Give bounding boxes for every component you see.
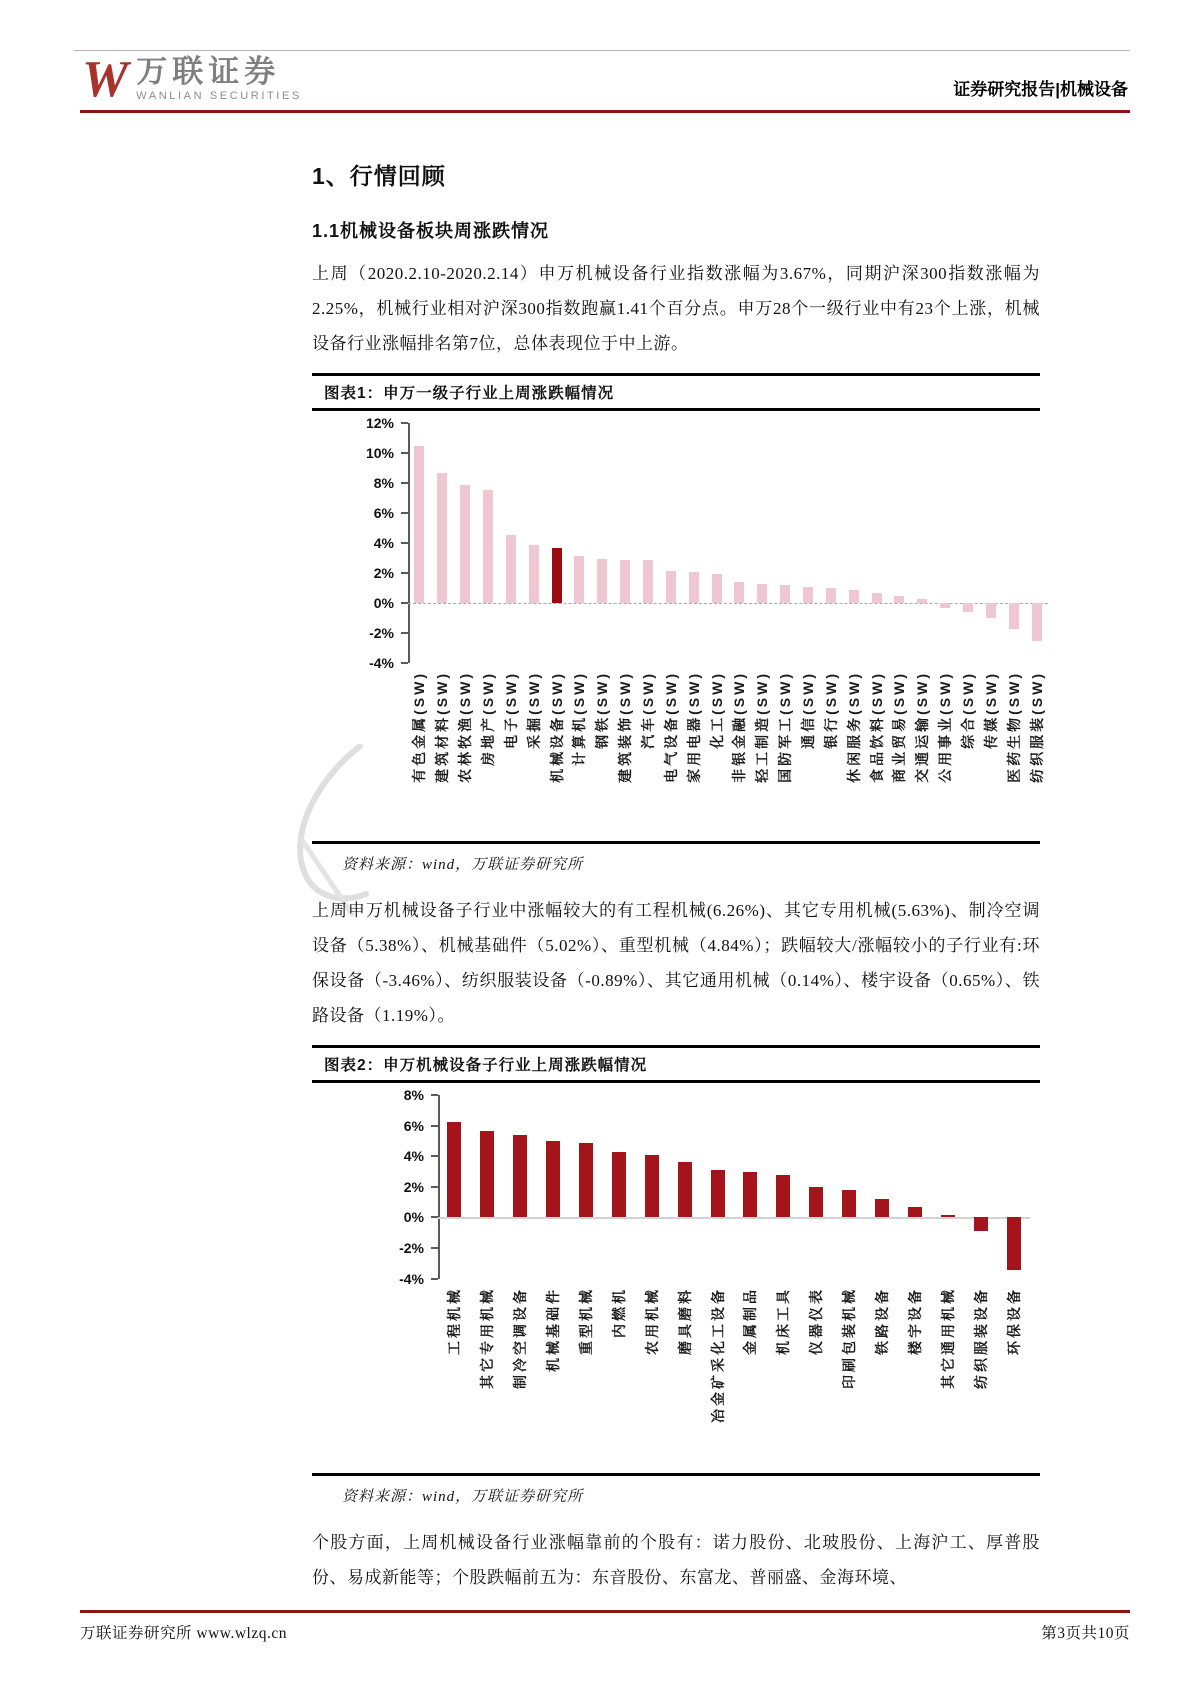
x-axis-label: 非银金融(SW)	[731, 671, 748, 783]
x-axis-label: 国防军工(SW)	[777, 671, 794, 783]
bar	[872, 593, 882, 604]
x-axis-label: 化工(SW)	[708, 671, 725, 749]
y-tick-label: 0%	[403, 1209, 424, 1226]
logo-name-cn: 万联证券	[136, 54, 281, 89]
x-axis-label: 汽车(SW)	[640, 671, 656, 749]
figure-1-chart-body	[312, 411, 1045, 841]
content-column	[312, 142, 1045, 1595]
y-tick-label: 6%	[403, 1117, 424, 1134]
bar	[483, 490, 493, 603]
y-tick-mark	[401, 662, 408, 664]
logo-name-en: WANLIAN SECURITIES	[136, 90, 302, 102]
x-axis-label: 制冷空调设备	[512, 1286, 529, 1389]
subsection-heading: 1.1机械设备板块周涨跌情况	[312, 221, 550, 241]
x-axis-label: 银行(SW)	[822, 671, 839, 749]
paragraph-3: 个股方面，上周机械设备行业涨幅靠前的个股有：诺力股份、北玻股份、上海沪工、厚普股份、易成新能等；个股跌幅前五为：东音股份、东富龙、普丽盛、金海环境、	[312, 1532, 1040, 1587]
y-tick-mark	[401, 602, 408, 604]
bar	[1032, 603, 1042, 641]
bar	[414, 446, 424, 603]
bar	[849, 590, 859, 604]
x-axis-label: 钢铁(SW)	[594, 671, 611, 749]
y-tick-label: 8%	[373, 475, 394, 491]
bar	[552, 548, 562, 603]
figure-2	[312, 1045, 1040, 1512]
bar	[917, 599, 927, 603]
x-axis-label: 金属制品	[742, 1286, 759, 1355]
bar	[1009, 603, 1019, 629]
bar	[974, 1217, 988, 1231]
report-type-label: 证券研究报告|机械设备	[953, 80, 1128, 99]
y-tick-mark	[431, 1186, 438, 1188]
bar	[513, 1135, 527, 1217]
bar	[643, 560, 653, 603]
y-tick-label: -4%	[399, 1270, 424, 1287]
x-axis-label: 纺织服装(SW)	[1028, 671, 1045, 783]
bar	[776, 1175, 790, 1217]
x-axis-label: 楼宇设备	[906, 1286, 923, 1355]
paragraph-2: 上周申万机械设备子行业中涨幅较大的有工程机械(6.26%)、其它专用机械(5.63%)、制冷空调设备（5.38%）、机械基础件（5.02%）、重型机械（4.84%）；跌幅较大/涨幅较小的子行业有:环保设备（-3.46%）、纺织服装设备（-0.89%）、其它通用机械（0.14%）、楼宇设备（0.65%）、铁路设备（1.19%）。	[312, 901, 1040, 1025]
x-axis-label: 其它通用机械	[939, 1286, 956, 1389]
x-axis-label: 有色金属(SW)	[411, 671, 428, 783]
bar	[826, 588, 836, 603]
section-heading: 1、行情回顾	[312, 163, 446, 189]
x-axis-label: 家用电器(SW)	[685, 671, 702, 783]
chart-area	[336, 415, 1048, 835]
paragraph-1: 上周（2020.2.10-2020.2.14）申万机械设备行业指数涨幅为3.67%，同期沪深300指数涨幅为2.25%，机械行业相对沪深300指数跑赢1.41个百分点。申万28个一级行业中有23个上涨，机械设备行业涨幅排名第7位，总体表现位于中上游。	[312, 264, 1040, 353]
y-tick-mark	[401, 452, 408, 454]
bar	[842, 1190, 856, 1218]
bar	[1007, 1217, 1021, 1270]
y-axis-line	[438, 1095, 440, 1279]
bar	[597, 559, 607, 603]
y-tick-mark	[431, 1125, 438, 1127]
page-footer	[80, 1621, 1130, 1643]
x-axis-label: 传媒(SW)	[982, 671, 999, 749]
y-tick-label: 10%	[365, 445, 394, 461]
bar	[574, 556, 584, 603]
x-axis-label: 医药生物(SW)	[1005, 671, 1022, 783]
header-rule	[80, 110, 1130, 113]
chart-area	[366, 1087, 1030, 1467]
sw-industry-bar-chart	[328, 415, 1045, 835]
x-axis-label: 其它专用机械	[479, 1286, 496, 1389]
x-axis-label: 机床工具	[775, 1286, 792, 1355]
bar	[780, 585, 790, 603]
bar	[645, 1155, 659, 1218]
figure-2-bottom-rule	[312, 1473, 1040, 1512]
x-axis-label: 采掘(SW)	[525, 671, 542, 749]
x-axis-label: 休闲服务(SW)	[845, 671, 862, 783]
y-tick-label: -2%	[369, 625, 394, 641]
bar	[460, 485, 470, 603]
bar	[437, 473, 447, 604]
bar	[612, 1152, 626, 1218]
x-axis-label: 农林牧渔(SW)	[457, 671, 474, 783]
x-axis-label: 冶金矿采化工设备	[709, 1286, 726, 1423]
figure-2-title: 图表2：申万机械设备子行业上周涨跌幅情况	[312, 1048, 1040, 1083]
y-tick-label: -4%	[369, 655, 394, 671]
bar	[529, 545, 539, 604]
x-axis-label: 计算机(SW)	[571, 671, 588, 766]
x-axis-label: 食品饮料(SW)	[868, 671, 885, 783]
x-axis-label: 交通运输(SW)	[914, 671, 931, 783]
bar	[803, 587, 813, 604]
y-tick-mark	[401, 482, 408, 484]
bar	[678, 1162, 692, 1218]
x-axis-label: 建筑装饰(SW)	[617, 671, 634, 783]
bar	[506, 535, 516, 603]
bar	[894, 596, 904, 603]
bar	[620, 560, 630, 603]
bar	[941, 1215, 955, 1217]
x-axis-label: 公用事业(SW)	[937, 671, 954, 783]
y-tick-mark	[401, 422, 408, 424]
bar	[689, 572, 699, 603]
bar	[711, 1170, 725, 1217]
x-axis-label: 环保设备	[1005, 1286, 1022, 1355]
bar	[579, 1143, 593, 1217]
x-axis-label: 综合(SW)	[960, 671, 976, 749]
x-axis-label: 机械设备(SW)	[548, 671, 565, 783]
zero-baseline	[438, 1217, 1030, 1219]
bar	[940, 603, 950, 608]
top-hairline	[74, 50, 1130, 51]
y-tick-mark	[401, 632, 408, 634]
bar	[666, 571, 676, 603]
x-axis-label: 电气设备(SW)	[662, 671, 679, 783]
x-axis-label: 电子(SW)	[502, 671, 519, 749]
y-tick-label: 4%	[373, 535, 394, 551]
bar	[986, 603, 996, 618]
y-tick-mark	[401, 512, 408, 514]
page-number: 第3页共10页	[1041, 1625, 1130, 1642]
y-tick-label: 4%	[403, 1148, 424, 1165]
page-header	[82, 51, 1128, 108]
figure-1-source: 资料来源：wind，万联证券研究所	[342, 857, 584, 873]
x-axis-label: 铁路设备	[874, 1286, 890, 1355]
y-tick-mark	[401, 542, 408, 544]
y-tick-label: 0%	[373, 595, 394, 611]
y-tick-mark	[431, 1155, 438, 1157]
x-axis-label: 仪器仪表	[808, 1286, 825, 1355]
x-axis-label: 工程机械	[446, 1286, 463, 1355]
x-axis-label: 房地产(SW)	[480, 671, 496, 766]
x-axis-label: 内燃机	[610, 1286, 627, 1338]
figure-1-title: 图表1：申万一级子行业上周涨跌幅情况	[312, 376, 1040, 411]
y-tick-label: 2%	[403, 1178, 424, 1195]
bar	[546, 1141, 560, 1218]
y-tick-mark	[401, 572, 408, 574]
bar	[743, 1172, 757, 1217]
logo-text	[136, 56, 302, 102]
machinery-subsector-bar-chart	[328, 1087, 1040, 1467]
bar	[757, 584, 767, 604]
x-axis-label: 通信(SW)	[800, 671, 816, 749]
figure-1	[312, 373, 1045, 880]
bar	[809, 1187, 823, 1218]
y-tick-mark	[431, 1247, 438, 1249]
y-tick-mark	[431, 1094, 438, 1096]
x-axis-label: 商业贸易(SW)	[891, 671, 908, 783]
y-axis-line	[408, 423, 410, 663]
brand-logo	[82, 51, 302, 108]
x-axis-label: 印刷包装机械	[841, 1286, 858, 1389]
y-tick-label: 12%	[365, 415, 394, 431]
y-tick-mark	[431, 1216, 438, 1218]
bar	[447, 1122, 461, 1218]
x-axis-label: 重型机械	[578, 1286, 594, 1355]
logo-w-mark: W	[82, 51, 129, 108]
bar	[875, 1199, 889, 1217]
x-axis-label: 磨具磨料	[676, 1286, 693, 1355]
y-tick-label: 2%	[373, 565, 394, 581]
x-axis-label: 农用机械	[643, 1286, 660, 1355]
zero-baseline	[408, 603, 1048, 604]
x-axis-label: 纺织服装设备	[972, 1286, 989, 1389]
x-axis-label: 轻工制造(SW)	[754, 671, 771, 783]
bar	[480, 1131, 494, 1217]
footer-rule	[80, 1610, 1130, 1613]
y-tick-label: 8%	[403, 1087, 424, 1103]
x-axis-label: 建筑材料(SW)	[434, 671, 451, 783]
x-axis-label: 机械基础件	[545, 1286, 562, 1372]
figure-2-chart-body	[312, 1083, 1040, 1473]
y-tick-mark	[431, 1278, 438, 1280]
bar	[734, 582, 744, 603]
bar	[712, 574, 722, 603]
y-tick-label: -2%	[399, 1240, 424, 1256]
footer-org-url: 万联证券研究所 www.wlzq.cn	[80, 1625, 287, 1642]
bar	[963, 603, 973, 612]
y-tick-label: 6%	[373, 505, 394, 521]
bar	[908, 1207, 922, 1217]
figure-1-bottom-rule	[312, 841, 1040, 880]
figure-2-source: 资料来源：wind，万联证券研究所	[342, 1488, 584, 1505]
